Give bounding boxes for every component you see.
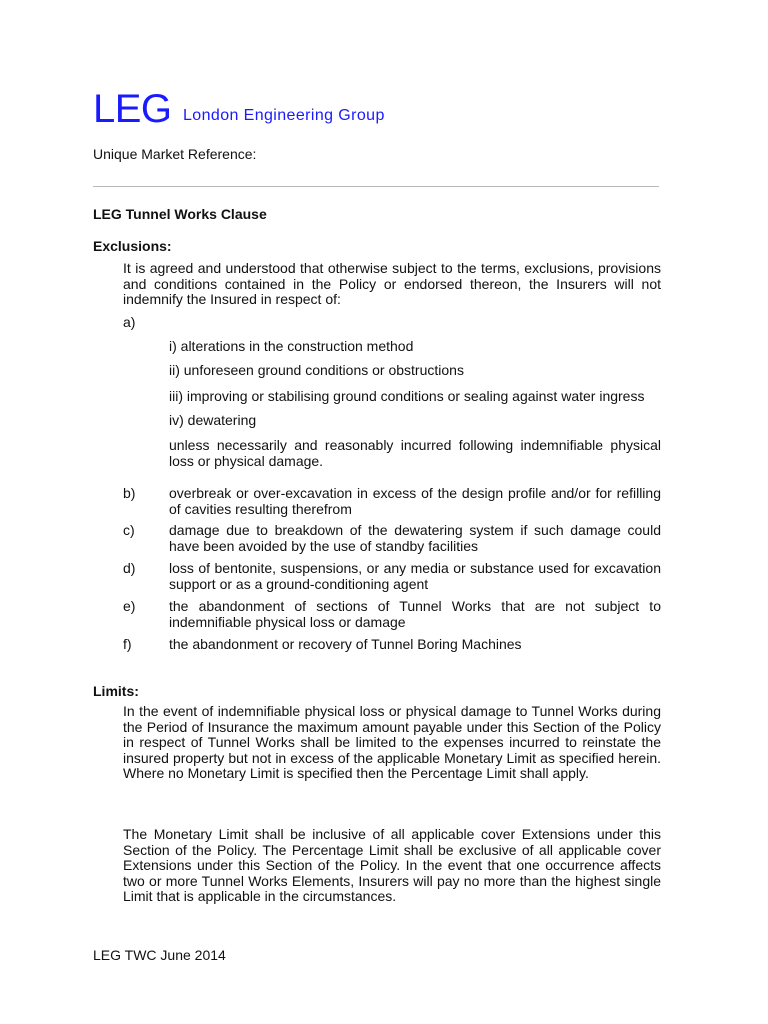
limits-paragraph: In the event of indemnifiable physical loss or physical damage to Tunnel Works during the Period of Insurance the maximum amount payable under this Section of the Policy in respect of Tunnel Works shall be limited to the expenses incurred to reinstate the insured property but not in excess of the applicable Monetary Limit as specified herein. Where no Monetary Limit is specified then the Percentage Limit shall apply. [123, 703, 661, 782]
item-b-marker: b) [123, 485, 136, 501]
exclusions-heading: Exclusions: [93, 238, 172, 254]
item-a-subitem: ii) unforeseen ground conditions or obstructions [169, 362, 464, 378]
limits-heading: Limits: [93, 683, 139, 699]
exclusions-intro: It is agreed and understood that otherwise subject to the terms, exclusions, provisions and conditions contained in the Policy or endorsed thereon, the Insurers will not indemnify the Insured in respect of: [123, 260, 661, 308]
limits-paragraph: The Monetary Limit shall be inclusive of all applicable cover Extensions under this Section of the Policy. The Percentage Limit shall be exclusive of all applicable cover Extensions under this Section of the Policy. In the event that one occurrence affects two or more Tunnel Works Elements, Insurers will pay no more than the highest single Limit that is applicable in the circumstances. [123, 826, 661, 905]
logo: LEG [93, 87, 172, 131]
item-d-text: loss of bentonite, suspensions, or any media or substance used for excavation support or as a ground-conditioning agent [169, 560, 661, 592]
item-a-subitem: iii) improving or stabilising ground conditions or sealing against water ingress [169, 388, 645, 404]
clause-title: LEG Tunnel Works Clause [93, 206, 267, 222]
item-c-text: damage due to breakdown of the dewatering system if such damage could have been avoided by the use of standby facilities [169, 522, 661, 554]
item-e-marker: e) [123, 598, 136, 614]
item-c-marker: c) [123, 522, 135, 538]
item-b-text: overbreak or over-excavation in excess of the design profile and/or for refilling of cavities resulting therefrom [169, 485, 661, 517]
item-a-subitem: iv) dewatering [169, 412, 257, 428]
header-divider [93, 186, 659, 187]
unique-market-reference-label: Unique Market Reference: [93, 146, 257, 162]
item-d-marker: d) [123, 560, 136, 576]
item-a-marker: a) [123, 314, 136, 330]
item-e-text: the abandonment of sections of Tunnel Works that are not subject to indemnifiable physical loss or damage [169, 598, 661, 630]
item-f-marker: f) [123, 636, 132, 652]
item-f-text: the abandonment or recovery of Tunnel Boring Machines [169, 636, 522, 652]
item-a-qualifier: unless necessarily and reasonably incurred following indemnifiable physical loss or physical damage. [169, 437, 661, 469]
item-a-subitem: i) alterations in the construction method [169, 338, 414, 354]
company-name: London Engineering Group [183, 107, 385, 124]
footer-reference: LEG TWC June 2014 [93, 947, 226, 963]
